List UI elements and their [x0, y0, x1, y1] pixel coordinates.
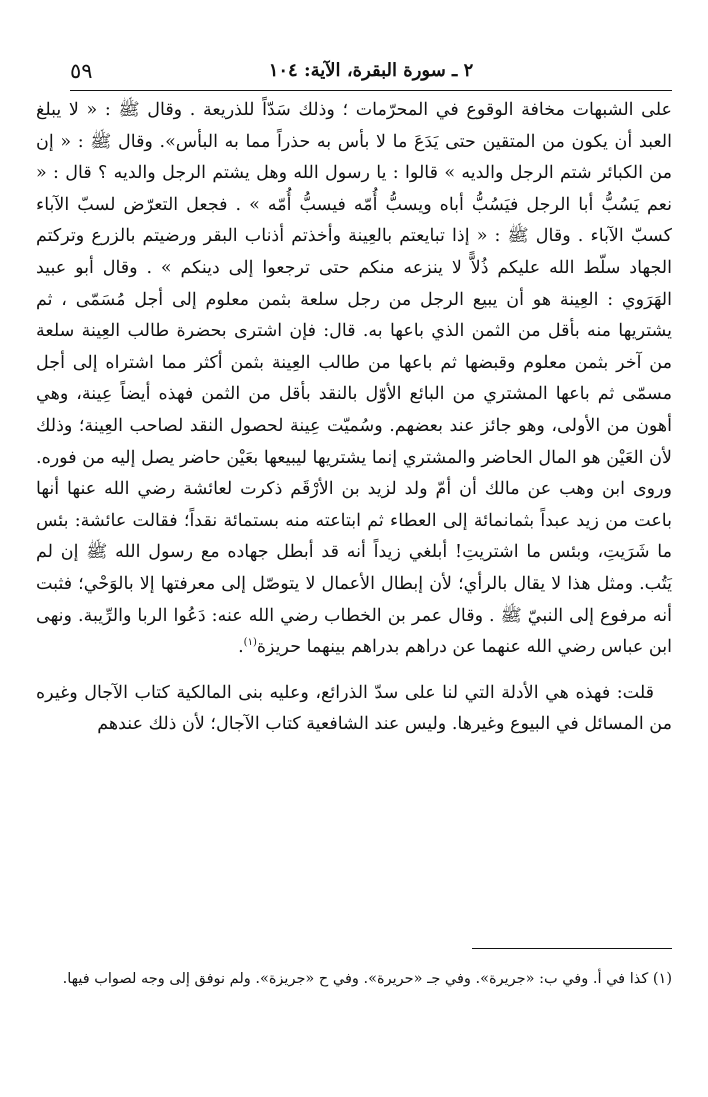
footnote: (١) كذا في أ. وفي ب: «جريرة». وفي جـ «حريرة». وفي ح «جريزة». ولم نوفق إلى وجه لصواب فيها.	[62, 971, 672, 987]
running-title: ٢ ـ سورة البقرة، الآية: ١٠٤	[268, 60, 474, 81]
footnote-marker: (١)	[243, 637, 257, 649]
paragraph-end: .	[238, 637, 244, 658]
page-number: ٥٩	[70, 59, 93, 83]
footnote-divider	[472, 948, 672, 949]
paragraph: قلت: فهذه هي الأدلة التي لنا على سدّ الذرائع، وعليه بنى المالكية كتاب الآجال وغيره من المسائل في البيوع وغيرها. وليس عند الشافعية كتاب الآجال؛ لأن ذلك عندهم	[36, 682, 672, 735]
main-text	[36, 95, 672, 741]
paragraph	[36, 95, 672, 664]
paragraph-text: على الشبهات مخافة الوقوع في المحرّمات ؛ وذلك سَدّاً للذريعة . وقال ﷺ : « لا يبلغ العبد أن يكون من المتقين حتى يَدَعَ ما لا بأس به حذراً مما به البأس». وقال ﷺ : « إن من الكبائر شتم الرجل والديه » قالوا : يا رسول الله وهل يشتم الرجل والديه ؟ قال : « نعم يَسُبُّ أبا الرجل فيَسُبُّ أباه ويسبُّ أُمّه فيسبُّ أُمّه » . فجعل التعرّض لسبّ الآباء كسبّ الآباء . وقال ﷺ : « إذا تبايعتم بالعِينة وأخذتم أذناب البقر ورضيتم بالزرع وتركتم الجهاد سلّط الله عليكم ذُلاًّ لا ينزعه منكم حتى ترجعوا إلى دينكم » . وقال أبو عبيد الهَرَوي : العِينة هو أن يبيع الرجل من رجل سلعة بثمن معلوم إلى أجل مُسَمّى ، ثم يشتريها منه بأقل من الثمن الذي باعها به. قال: فإن اشترى بحضرة طالب العِينة سلعة من آخر بثمن معلوم وقبضها ثم باعها من طالب العِينة بثمن أكثر مما اشتراه إلى أجل مسمّى ثم باعها المشتري من البائع الأوّل بالنقد بأقل من الثمن فهذه أيضاً عِينة، وهي أهون من الأولى، وهو جائز عند بعضهم. وسُميّت عِينة لحصول النقد لصاحب العِينة؛ وذلك لأن العَيْن هو المال الحاضر والمشتري إنما يشتريها ليبيعها بعَيْن حاضر يصل إليه من فوره. وروى ابن وهب عن مالك أن أمّ ولد لزيد بن الأرْقَم ذكرت لعائشة رضي الله عنها أنها باعت من زيد عبداً بثمانمائة إلى العطاء ثم ابتاعته منه بستمائة نقداً؛ فقالت عائشة: بئس ما شَرَيتِ، وبئس ما اشتريتِ! أبلغي زيداً أنه قد أبطل جهاده مع رسول الله ﷺ إن لم يَتُب. ومثل هذا لا يقال بالرأي؛ لأن إبطال الأعمال لا يتوصّل إلى معرفتها إلا بالوَحْي؛ فثبت أنه مرفوع إلى النبيّ ﷺ . وقال عمر بن الخطاب رضي الله عنه: دَعُوا الربا والرِّيبة. ونهى ابن عباس رضي الله عنهما عن دراهم بدراهم بينهما حريزة	[36, 100, 672, 658]
page-header	[70, 56, 672, 91]
